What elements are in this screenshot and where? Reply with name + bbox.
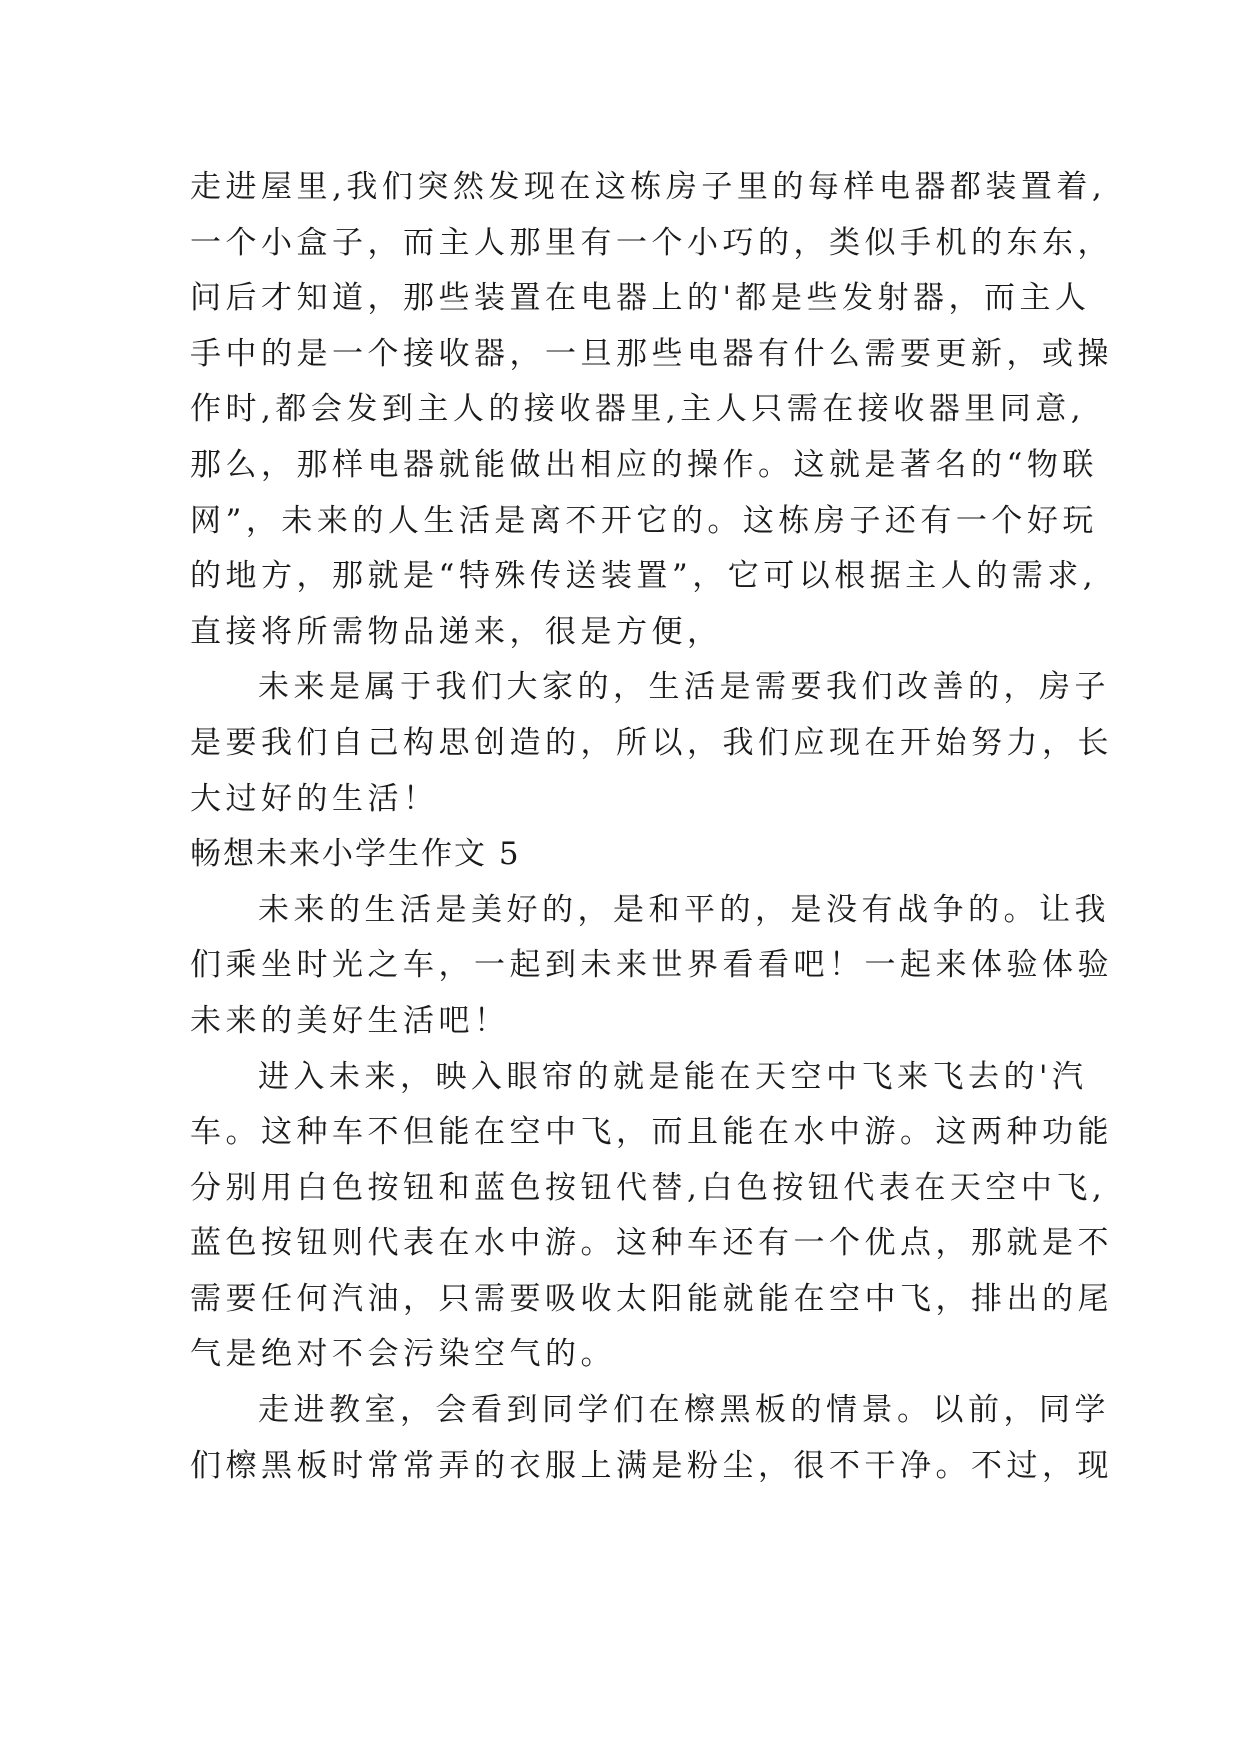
text-line: 是要我们自己构思创造的，所以，我们应现在开始努力，长 bbox=[190, 724, 1113, 761]
text-line: 未来的美好生活吧！ bbox=[190, 1002, 510, 1039]
text-line: 走进屋里,我们突然发现在这栋房子里的每样电器都装置着, bbox=[190, 169, 1107, 205]
text-line: 大过好的生活！ bbox=[190, 780, 439, 817]
text-line: 网”，未来的人生活是离不开它的。这栋房子还有一个好玩 bbox=[190, 502, 1098, 539]
text-line: 进入未来，映入眼帘的就是能在天空中飞来飞去的'汽 bbox=[258, 1058, 1088, 1095]
text-line: 直接将所需物品递来，很是方便， bbox=[190, 613, 723, 650]
text-line: 分别用白色按钮和蓝色按钮代替,白色按钮代表在天空中飞, bbox=[190, 1169, 1107, 1206]
section-heading: 畅想未来小学生作文 5 bbox=[190, 836, 521, 873]
document-body bbox=[190, 160, 1113, 1494]
text-line: 手中的是一个接收器，一旦那些电器有什么需要更新，或操 bbox=[190, 335, 1113, 372]
text-line: 问后才知道，那些装置在电器上的'都是些发射器，而主人 bbox=[190, 280, 1091, 317]
text-line: 的地方，那就是“特殊传送装置”，它可以根据主人的需求, bbox=[190, 558, 1098, 595]
text-line: 未来是属于我们大家的，生活是需要我们改善的，房子 bbox=[258, 669, 1110, 706]
text-line: 需要任何汽油，只需要吸收太阳能就能在空中飞，排出的尾 bbox=[190, 1280, 1113, 1317]
text-line: 一个小盒子，而主人那里有一个小巧的，类似手机的东东， bbox=[190, 224, 1113, 261]
text-line: 未来的生活是美好的，是和平的，是没有战争的。让我 bbox=[258, 891, 1110, 928]
text-line: 们檫黑板时常常弄的衣服上满是粉尘，很不干净。不过，现 bbox=[190, 1447, 1113, 1484]
text-line: 那么，那样电器就能做出相应的操作。这就是著名的“物联 bbox=[190, 446, 1098, 483]
text-line: 蓝色按钮则代表在水中游。这种车还有一个优点，那就是不 bbox=[190, 1225, 1113, 1262]
text-line: 作时,都会发到主人的接收器里,主人只需在接收器里同意, bbox=[190, 391, 1086, 428]
text-line: 车。这种车不但能在空中飞，而且能在水中游。这两种功能 bbox=[190, 1114, 1113, 1151]
text-line: 走进教室，会看到同学们在檫黑板的情景。以前，同学 bbox=[258, 1392, 1110, 1429]
text-line: 们乘坐时光之车，一起到未来世界看看吧！一起来体验体验 bbox=[190, 947, 1113, 984]
text-line: 气是绝对不会污染空气的。 bbox=[190, 1336, 616, 1373]
